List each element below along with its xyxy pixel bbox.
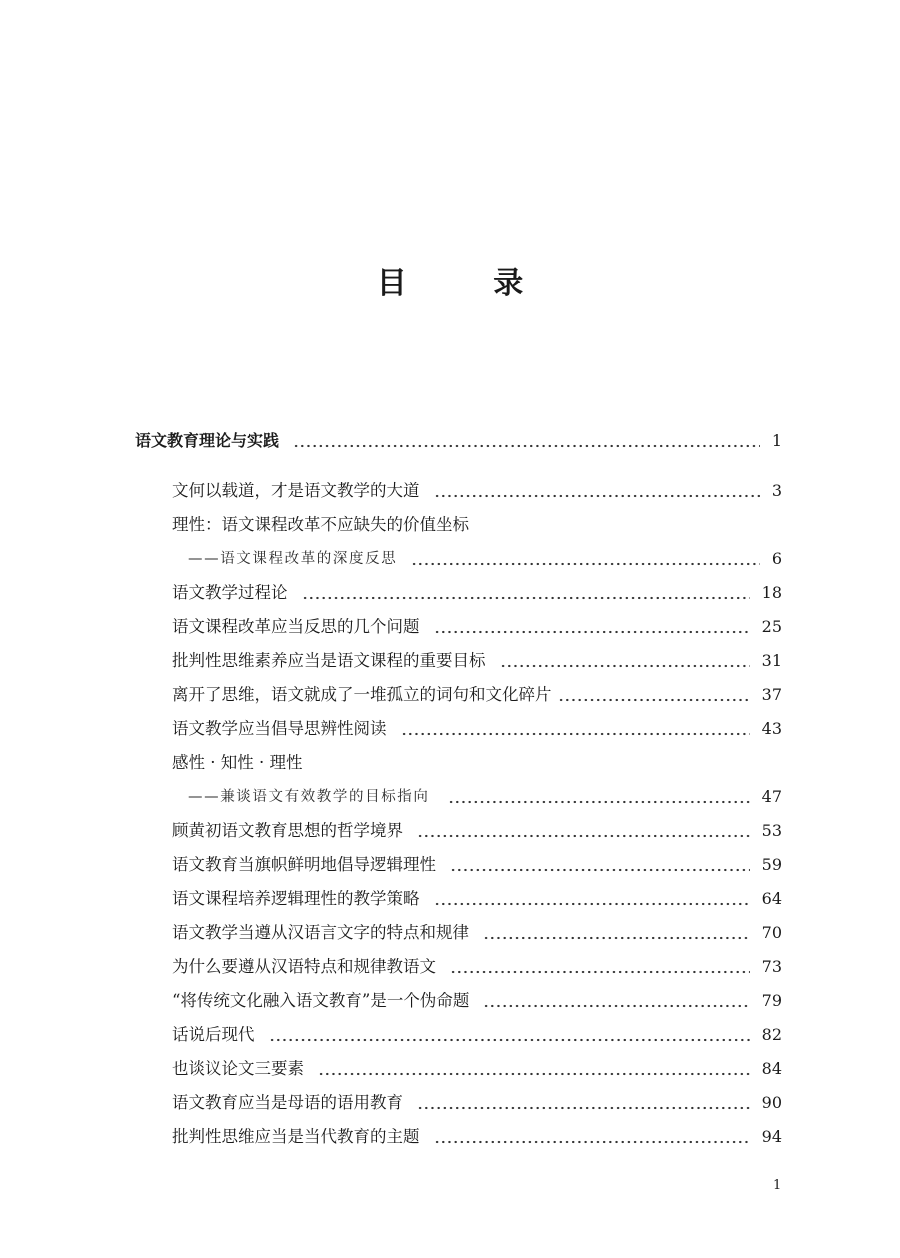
toc-entry-title: 理性：语文课程改革不应缺失的价值坐标	[172, 515, 469, 534]
toc-entry[interactable]	[0, 1016, 900, 1046]
toc-entry-title: ——兼谈语文有效教学的目标指向	[188, 789, 430, 805]
toc-entry[interactable]	[0, 812, 900, 842]
toc-entry[interactable]	[0, 880, 900, 910]
toc-section-title: 语文教育理论与实践	[135, 431, 280, 450]
toc-page-number: 6	[771, 549, 782, 568]
toc-leader-dots	[417, 1092, 750, 1114]
toc-leader-dots	[434, 888, 750, 910]
toc-leader-dots	[269, 1024, 750, 1046]
toc-entry-title: 顾黄初语文教育思想的哲学境界	[172, 821, 403, 840]
toc-entry[interactable]	[0, 948, 900, 978]
toc-leader-dots	[318, 1058, 750, 1080]
toc-entry-title: 语文教育应当是母语的语用教育	[172, 1093, 403, 1112]
toc-leader-dots	[434, 616, 750, 638]
toc-leader-dots	[500, 650, 750, 672]
footer-page-number: 1	[773, 1178, 782, 1193]
toc-entry[interactable]	[0, 1084, 900, 1114]
toc-page-number: 43	[761, 719, 782, 738]
toc-page-number: 82	[761, 1025, 782, 1044]
toc-entry-title: 离开了思维，语文就成了一堆孤立的词句和文化碎片	[172, 685, 552, 704]
toc-page-number: 64	[761, 889, 782, 908]
toc-page-number: 53	[761, 821, 782, 840]
toc-entry-title: 为什么要遵从汉语特点和规律教语文	[172, 957, 436, 976]
toc-leader-dots	[401, 718, 750, 740]
toc-page-number: 59	[761, 855, 782, 874]
toc-entry-title: 批判性思维应当是当代教育的主题	[172, 1127, 420, 1146]
toc-page-number: 1	[771, 431, 782, 450]
toc-leader-dots	[302, 582, 750, 604]
toc-entry-title: 话说后现代	[172, 1025, 255, 1044]
toc-leader-dots	[448, 786, 750, 808]
toc-entry-title: 感性 · 知性 · 理性	[172, 753, 303, 772]
toc-page-number: 84	[761, 1059, 782, 1078]
page-title: 目 录	[376, 266, 562, 301]
toc-page-number: 94	[761, 1127, 782, 1146]
toc-entry-title: 也谈议论文三要素	[172, 1059, 304, 1078]
toc-entry[interactable]	[0, 608, 900, 638]
toc-entry-subtitle[interactable]	[0, 540, 900, 570]
toc-page-number: 73	[761, 957, 782, 976]
toc-page-number: 79	[761, 991, 782, 1010]
toc-entry[interactable]	[0, 676, 900, 706]
toc-page-number: 70	[761, 923, 782, 942]
toc-page-number: 25	[761, 617, 782, 636]
toc-entry[interactable]	[0, 1118, 900, 1148]
toc-entry[interactable]	[0, 744, 900, 774]
toc-entry[interactable]	[0, 1050, 900, 1080]
toc-entry-title: 语文教学过程论	[172, 583, 288, 602]
toc-leader-dots	[434, 1126, 750, 1148]
toc-entry-subtitle[interactable]	[0, 778, 900, 808]
toc-section-row[interactable]	[0, 422, 900, 452]
toc-leader-dots	[483, 922, 750, 944]
toc-page-number: 18	[761, 583, 782, 602]
toc-page-number: 3	[771, 481, 782, 500]
toc-entry[interactable]	[0, 574, 900, 604]
toc-entry-title: 语文课程培养逻辑理性的教学策略	[172, 889, 420, 908]
toc-entry-title: ——语文课程改革的深度反思	[188, 551, 398, 567]
toc-entry[interactable]	[0, 506, 900, 536]
toc-entry[interactable]	[0, 914, 900, 944]
toc-leader-dots	[450, 854, 750, 876]
toc-page-number: 37	[761, 685, 782, 704]
toc-entry[interactable]	[0, 710, 900, 740]
toc-entry-title: 语文教育当旗帜鲜明地倡导逻辑理性	[172, 855, 436, 874]
toc-leader-dots	[558, 684, 750, 706]
toc-leader-dots	[434, 480, 760, 502]
toc-page-number: 47	[761, 787, 782, 806]
toc-entry[interactable]	[0, 982, 900, 1012]
toc-entry[interactable]	[0, 846, 900, 876]
toc-entry[interactable]	[0, 642, 900, 672]
toc-leader-dots	[293, 430, 760, 452]
toc-entry-title: 语文教学当遵从汉语言文字的特点和规律	[172, 923, 469, 942]
toc-leader-dots	[483, 990, 749, 1012]
toc-leader-dots	[411, 548, 760, 570]
toc-page-number: 31	[761, 651, 782, 670]
toc-entry-title: 批判性思维素养应当是语文课程的重要目标	[172, 651, 486, 670]
toc-entry-title: 文何以载道，才是语文教学的大道	[172, 481, 420, 500]
toc-page-number: 90	[761, 1093, 782, 1112]
toc-leader-dots	[450, 956, 750, 978]
toc-leader-dots	[417, 820, 750, 842]
toc-entry[interactable]	[0, 472, 900, 502]
toc-entry-title: 语文教学应当倡导思辨性阅读	[172, 719, 387, 738]
toc-entry-title: 语文课程改革应当反思的几个问题	[172, 617, 420, 636]
toc-entry-title: “将传统文化融入语文教育”是一个伪命题	[172, 991, 470, 1010]
